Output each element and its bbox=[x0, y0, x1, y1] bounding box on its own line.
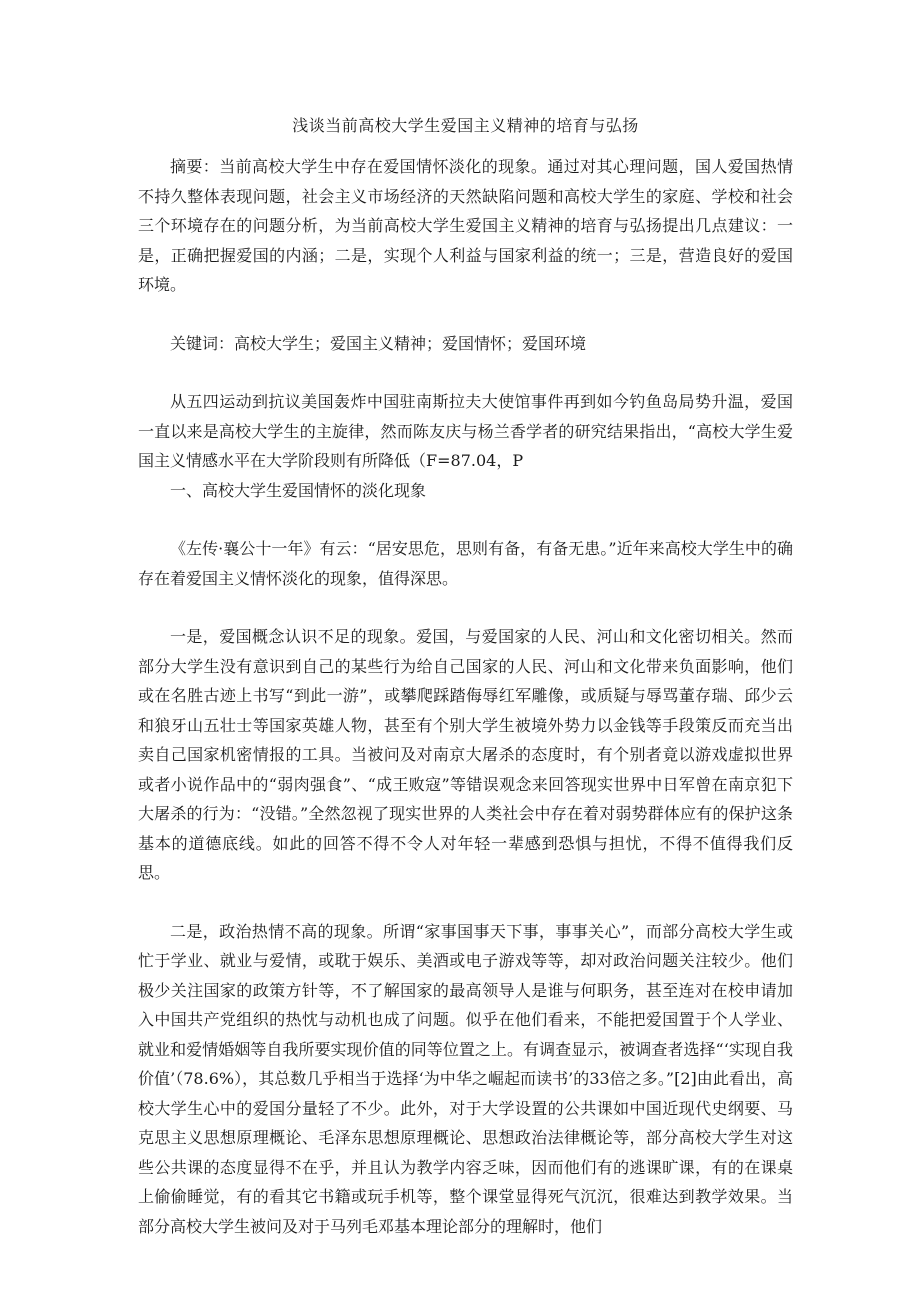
body-paragraph: 一是，爱国概念认识不足的现象。爱国，与爱国家的人民、河山和文化密切相关。然而部分大学生没有意识到自己的某些行为给自己国家的人民、河山和文化带来负面影响，他们或在名胜古迹上书写“到此一游”，或攀爬踩踏侮辱红军雕像，或质疑与辱骂董存瑞、邱少云和狼牙山五壮士等国家英雄人物，甚至有个别大学生被境外势力以金钱等手段策反而充当出卖自己国家机密情报的工具。当被问及对南京大屠杀的态度时，有个别者竟以游戏虚拟世界或者小说作品中的“弱肉强食”、“成王败寇”等错误观念来回答现实世界中日军曾在南京犯下大屠杀的行为：“没错。”全然忽视了现实世界的人类社会中存在着对弱势群体应有的保护这条基本的道德底线。如此的回答不得不令人对年轻一辈感到恐惧与担忧，不得不值得我们反思。 bbox=[138, 627, 793, 882]
paragraph-spacer bbox=[138, 888, 793, 917]
paragraph-spacer bbox=[138, 593, 793, 622]
paragraph-spacer bbox=[138, 300, 793, 329]
document-body bbox=[138, 112, 793, 1241]
abstract-paragraph: 摘要：当前高校大学生中存在爱国情怀淡化的现象。通过对其心理问题，国人爱国热情不持久整体表现问题，社会主义市场经济的天然缺陷问题和高校大学生的家庭、学校和社会三个环境存在的问题分析，为当前高校大学生爱国主义精神的培育与弘扬提出几点建议：一是，正确把握爱国的内涵；二是，实现个人利益与国家利益的统一；三是，营造良好的爱国环境。 bbox=[138, 157, 793, 294]
paragraph-spacer bbox=[138, 358, 793, 387]
section-heading: 一、高校大学生爱国情怀的淡化现象 bbox=[170, 480, 427, 500]
body-paragraph: 《左传·襄公十一年》有云：“居安思危，思则有备，有备无患。”近年来高校大学生中的确存在着爱国主义情怀淡化的现象，值得深思。 bbox=[138, 539, 793, 588]
intro-paragraph: 从五四运动到抗议美国轰炸中国驻南斯拉夫大使馆事件再到如今钓鱼岛局势升温，爱国一直以来是高校大学生的主旋律，然而陈友庆与杨兰香学者的研究结果指出，“高校大学生爱国主义情感水平在大学阶段则有所降低（F=87.04，P bbox=[138, 392, 793, 470]
body-paragraph: 二是，政治热情不高的现象。所谓“家事国事天下事，事事关心”，而部分高校大学生或忙于学业、就业与爱情，或耽于娱乐、美酒或电子游戏等等，却对政治问题关注较少。他们极少关注国家的政策方针等，不了解国家的最高领导人是谁与何职务，甚至连对在校申请加入中国共产党组织的热忱与动机也成了问题。似乎在他们看来，不能把爱国置于个人学业、就业和爱情婚姻等自我所要实现价值的同等位置之上。有调查显示，被调查者选择“‘实现自我价值’（78.6%），其总数几乎相当于选择‘为中华之崛起而读书’的33倍之多。”[2]由此看出，高校大学生心中的爱国分量轻了不少。此外，对于大学设置的公共课如中国近现代史纲要、马克思主义思想原理概论、毛泽东思想原理概论、思想政治法律概论等，部分高校大学生对这些公共课的态度显得不在乎，并且认为教学内容乏味，因而他们有的逃课旷课，有的在课桌上偷偷睡觉，有的看其它书籍或玩手机等，整个课堂显得死气沉沉，很难达到教学效果。当部分高校大学生被问及对于马列毛邓基本理论部分的理解时，他们 bbox=[138, 921, 793, 1236]
paragraph-spacer bbox=[138, 505, 793, 534]
keywords-paragraph: 关键词：高校大学生；爱国主义精神；爱国情怀；爱国环境 bbox=[170, 333, 587, 353]
document-title: 浅谈当前高校大学生爱国主义精神的培育与弘扬 bbox=[292, 116, 639, 135]
